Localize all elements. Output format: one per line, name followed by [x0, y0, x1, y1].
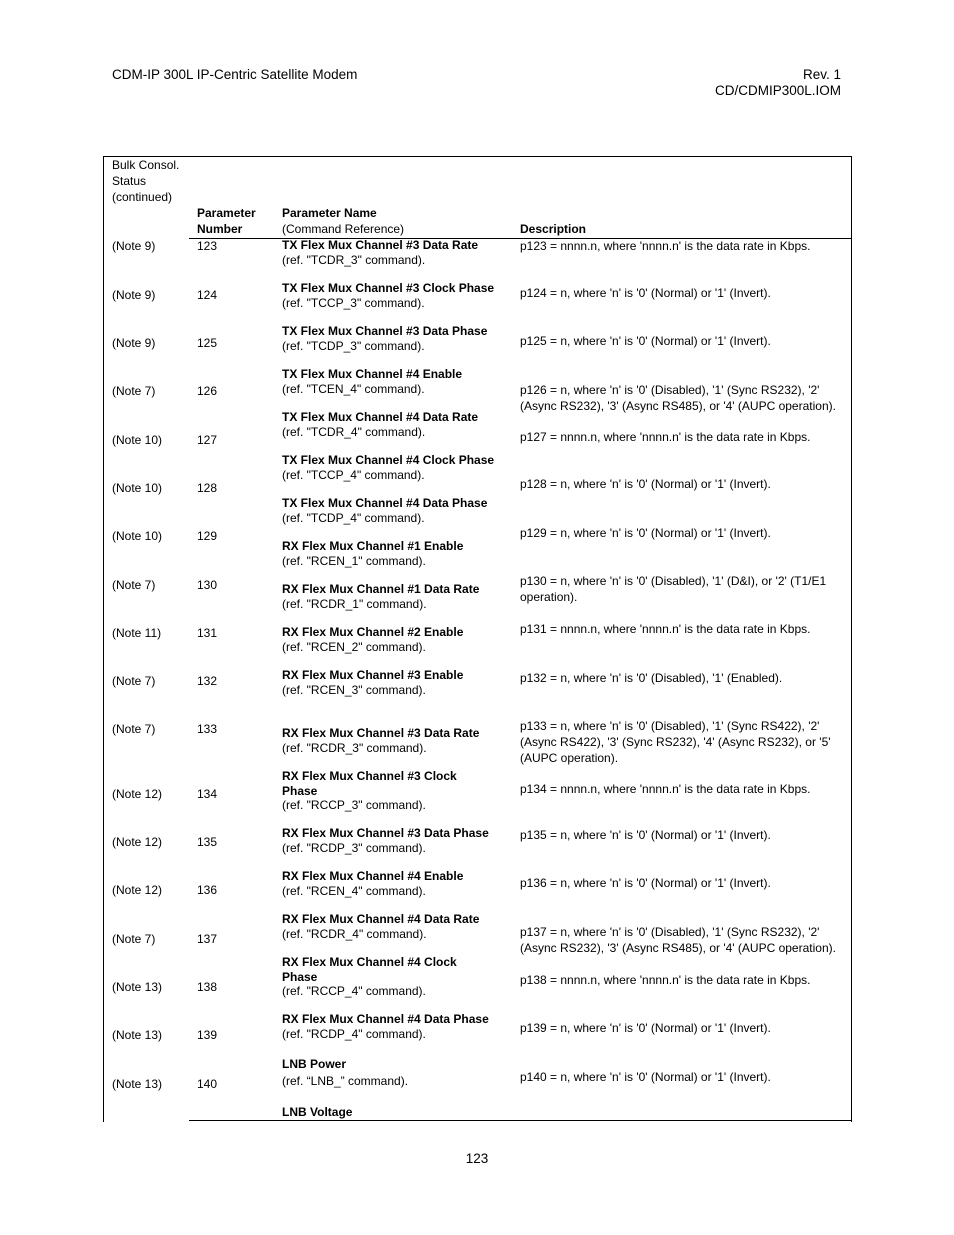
param-number: 132	[197, 674, 218, 688]
param-number: 127	[197, 433, 218, 447]
param-name: RX Flex Mux Channel #3 Data Rate	[282, 726, 480, 740]
command-ref: (ref. “LNB_” command).	[282, 1073, 409, 1088]
param-name-cell	[282, 869, 512, 898]
description: p128 = n, where 'n' is '0' (Normal) or '1' (Invert).	[520, 477, 771, 491]
param-name: RX Flex Mux Channel #4 Data Phase	[282, 1012, 489, 1026]
description: p138 = nnnn.n, where 'nnnn.n' is the data rate in Kbps.	[520, 973, 811, 987]
row-note: (Note 10)	[112, 529, 163, 543]
row-note: (Note 13)	[112, 1028, 163, 1042]
param-name-cell	[282, 1012, 512, 1041]
command-ref: (ref. "RCDR_4" command).	[282, 926, 427, 941]
command-ref: (ref. "TCCP_4" command).	[282, 467, 425, 482]
row-note: (Note 7)	[112, 932, 156, 946]
param-name-cell	[282, 453, 512, 482]
param-name-cell	[282, 726, 512, 755]
param-number: 129	[197, 529, 218, 543]
param-name: LNB Voltage	[282, 1105, 353, 1119]
description: p132 = n, where 'n' is '0' (Disabled), '1' (Enabled).	[520, 671, 783, 685]
description: p140 = n, where 'n' is '0' (Normal) or '1' (Invert).	[520, 1070, 771, 1084]
param-name-cell	[282, 912, 512, 941]
param-name-cell	[282, 826, 512, 855]
param-name-cell	[282, 324, 512, 353]
row-note: (Note 12)	[112, 835, 163, 849]
param-number: 133	[197, 722, 218, 736]
document-id: CD/CDMIP300L.IOM	[714, 83, 841, 98]
table-bottom-rule	[189, 1120, 851, 1121]
param-name: RX Flex Mux Channel #4 Clock Phase	[282, 955, 457, 984]
row-note: (Note 9)	[112, 239, 156, 253]
param-name-cell	[282, 238, 512, 267]
param-name: TX Flex Mux Channel #3 Data Rate	[282, 238, 479, 252]
param-name: TX Flex Mux Channel #4 Data Phase	[282, 496, 488, 510]
param-name-cell	[282, 582, 512, 611]
command-ref: (ref. "TCCP_3" command).	[282, 295, 425, 310]
param-name: TX Flex Mux Channel #3 Clock Phase	[282, 281, 495, 295]
col-header-command-ref: (Command Reference)	[282, 222, 405, 236]
param-name: TX Flex Mux Channel #4 Enable	[282, 367, 463, 381]
command-ref: (ref. "RCEN_3" command).	[282, 682, 426, 697]
param-name: RX Flex Mux Channel #1 Data Rate	[282, 582, 480, 596]
param-name-cell	[282, 769, 472, 813]
command-ref: (ref. "RCCP_3" command).	[282, 798, 426, 812]
description: p139 = n, where 'n' is '0' (Normal) or '1' (Invert).	[520, 1021, 771, 1035]
row-note: (Note 10)	[112, 433, 163, 447]
param-name: RX Flex Mux Channel #2 Enable	[282, 625, 464, 639]
row-note: (Note 10)	[112, 481, 163, 495]
param-name: RX Flex Mux Channel #1 Enable	[282, 539, 464, 553]
param-name-cell	[282, 668, 512, 697]
row-note: (Note 7)	[112, 384, 156, 398]
row-note: (Note 13)	[112, 1077, 163, 1091]
command-ref: (ref. "RCDP_4" command).	[282, 1026, 426, 1041]
param-number: 131	[197, 626, 218, 640]
command-ref: (ref. "TCDR_4" command).	[282, 424, 426, 439]
command-ref: (ref. "RCDR_3" command).	[282, 740, 427, 755]
param-name: RX Flex Mux Channel #3 Enable	[282, 668, 464, 682]
document-title: CDM-IP 300L IP-Centric Satellite Modem	[112, 67, 358, 82]
param-name-cell	[282, 539, 512, 568]
section-label-line1: Bulk Consol.	[112, 158, 180, 172]
row-note: (Note 12)	[112, 787, 163, 801]
param-number: 126	[197, 384, 218, 398]
param-name: TX Flex Mux Channel #4 Clock Phase	[282, 453, 495, 467]
command-ref: (ref. "TCDP_3" command).	[282, 338, 425, 353]
description: p136 = n, where 'n' is '0' (Normal) or '1' (Invert).	[520, 876, 771, 890]
param-name-cell	[282, 625, 512, 654]
row-note: (Note 11)	[112, 626, 162, 640]
col-header-param-name: Parameter Name	[282, 206, 377, 220]
param-name-cell	[282, 367, 512, 396]
description: p131 = nnnn.n, where 'nnnn.n' is the data rate in Kbps.	[520, 622, 811, 636]
row-note: (Note 7)	[112, 722, 156, 736]
param-name-cell	[282, 955, 472, 999]
param-name: RX Flex Mux Channel #3 Clock Phase	[282, 769, 457, 798]
revision: Rev. 1	[802, 67, 841, 82]
param-name: RX Flex Mux Channel #3 Data Phase	[282, 826, 489, 840]
command-ref: (ref. "RCDP_3" command).	[282, 840, 426, 855]
param-number: 135	[197, 835, 218, 849]
param-name: RX Flex Mux Channel #4 Enable	[282, 869, 464, 883]
param-name: TX Flex Mux Channel #4 Data Rate	[282, 410, 479, 424]
row-note: (Note 9)	[112, 336, 156, 350]
param-name-cell	[282, 496, 512, 525]
command-ref: (ref. "RCDR_1" command).	[282, 596, 427, 611]
command-ref: (ref. "TCEN_4" command).	[282, 381, 425, 396]
param-number: 140	[197, 1077, 218, 1091]
command-ref: (ref. "TCDP_4" command).	[282, 510, 425, 525]
param-name: RX Flex Mux Channel #4 Data Rate	[282, 912, 480, 926]
command-ref: (ref. "RCEN_2" command).	[282, 639, 426, 654]
description: p127 = nnnn.n, where 'nnnn.n' is the data rate in Kbps.	[520, 430, 811, 444]
param-number: 138	[197, 980, 218, 994]
description: p133 = n, where 'n' is '0' (Disabled), '1' (Sync RS422), '2' (Async RS422), '3' (Sync RS232), '4' (Async RS232), or '5' (AUPC operation).	[520, 719, 831, 765]
param-name-cell	[282, 1105, 512, 1120]
param-number: 123	[197, 239, 218, 253]
param-name: TX Flex Mux Channel #3 Data Phase	[282, 324, 488, 338]
page-number: 123	[465, 1151, 489, 1166]
command-ref: (ref. "RCEN_4" command).	[282, 883, 426, 898]
col-header-description: Description	[520, 222, 587, 236]
description: p134 = nnnn.n, where 'nnnn.n' is the data rate in Kbps.	[520, 782, 811, 796]
param-number: 124	[197, 288, 218, 302]
param-name-cell	[282, 410, 512, 439]
command-ref: (ref. "RCEN_1" command).	[282, 553, 426, 568]
param-number: 134	[197, 787, 218, 801]
row-note: (Note 7)	[112, 578, 156, 592]
row-note: (Note 9)	[112, 288, 156, 302]
description: p125 = n, where 'n' is '0' (Normal) or '1' (Invert).	[520, 334, 771, 348]
param-name: LNB Power	[282, 1057, 347, 1071]
param-name-cell	[282, 1057, 512, 1088]
description: p130 = n, where 'n' is '0' (Disabled), '1' (D&I), or '2' (T1/E1 operation).	[520, 574, 827, 604]
command-ref: (ref. "RCCP_4" command).	[282, 984, 426, 998]
section-label-line2: Status	[112, 174, 147, 188]
command-ref: (ref. "TCDR_3" command).	[282, 252, 426, 267]
description: p126 = n, where 'n' is '0' (Disabled), '1' (Sync RS232), '2' (Async RS232), '3' (Async RS485), or '4' (AUPC operation).	[520, 383, 836, 413]
param-number: 130	[197, 578, 218, 592]
description: p123 = nnnn.n, where 'nnnn.n' is the data rate in Kbps.	[520, 239, 811, 253]
param-number: 125	[197, 336, 218, 350]
section-label-line3: (continued)	[112, 190, 173, 204]
row-note: (Note 7)	[112, 674, 156, 688]
description: p124 = n, where 'n' is '0' (Normal) or '1' (Invert).	[520, 286, 771, 300]
param-number: 137	[197, 932, 218, 946]
row-note: (Note 13)	[112, 980, 163, 994]
col-header-param-number-1: Parameter	[197, 206, 256, 220]
param-number: 139	[197, 1028, 218, 1042]
col-header-param-number-2: Number	[197, 222, 243, 236]
param-number: 128	[197, 481, 218, 495]
param-name-cell	[282, 281, 512, 310]
description: p135 = n, where 'n' is '0' (Normal) or '1' (Invert).	[520, 828, 771, 842]
description: p137 = n, where 'n' is '0' (Disabled), '1' (Sync RS232), '2' (Async RS232), '3' (Async RS485), or '4' (AUPC operation).	[520, 925, 836, 955]
row-note: (Note 12)	[112, 883, 163, 897]
param-number: 136	[197, 883, 218, 897]
description: p129 = n, where 'n' is '0' (Normal) or '1' (Invert).	[520, 526, 771, 540]
